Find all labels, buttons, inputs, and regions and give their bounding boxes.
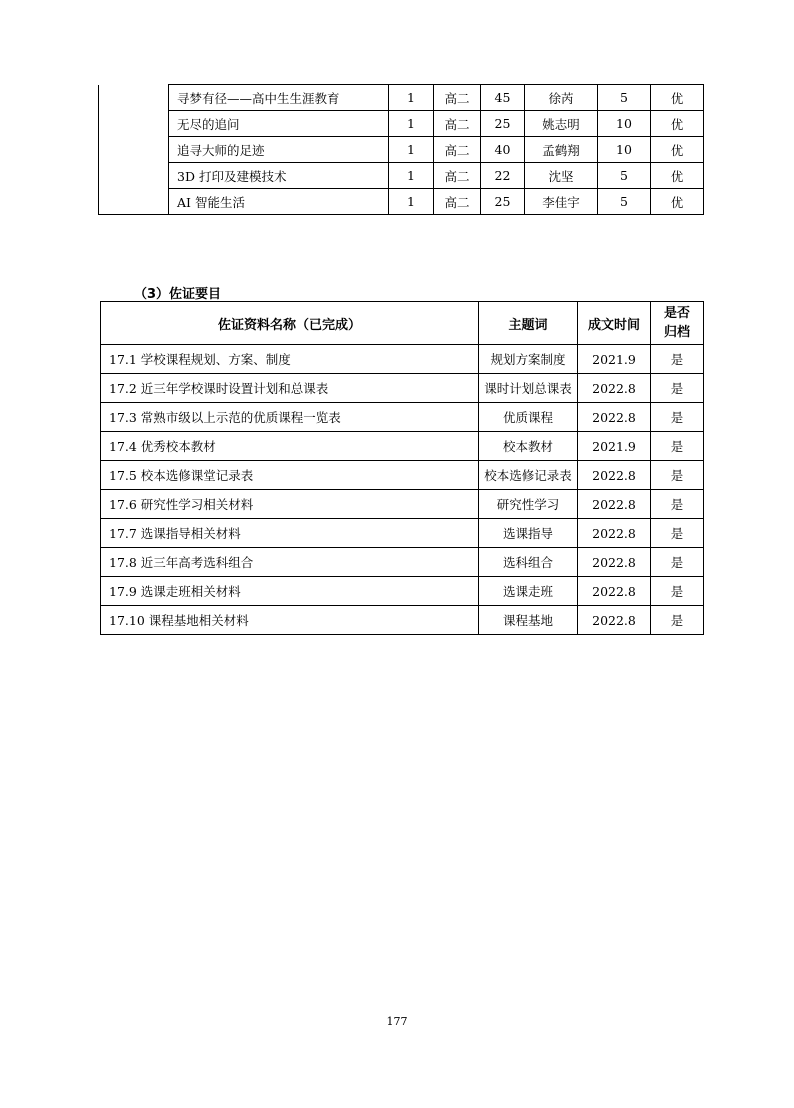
- course-name: 追寻大师的足迹: [169, 137, 389, 163]
- course-rating: 优: [651, 111, 704, 137]
- course-teacher: 孟鹤翔: [525, 137, 598, 163]
- evidence-archived: 是: [651, 374, 704, 403]
- course-students: 25: [481, 111, 525, 137]
- table-row: [101, 577, 704, 606]
- course-teacher: 姚志明: [525, 111, 598, 137]
- evidence-archived: 是: [651, 461, 704, 490]
- course-teacher: 沈坚: [525, 163, 598, 189]
- table-row: [101, 519, 704, 548]
- course-hours: 10: [598, 137, 651, 163]
- page-number: 177: [386, 1015, 408, 1028]
- course-name: AI 智能生活: [169, 189, 389, 215]
- table-row: [101, 432, 704, 461]
- table-row: [101, 490, 704, 519]
- evidence-title: 17.2 近三年学校课时设置计划和总课表: [101, 374, 479, 403]
- section-title: （3）佐证要目: [134, 287, 222, 302]
- evidence-keyword: 优质课程: [479, 403, 578, 432]
- table-row: [101, 374, 704, 403]
- evidence-keyword: 选课指导: [479, 519, 578, 548]
- evidence-archived: 是: [651, 345, 704, 374]
- evidence-keyword: 选课走班: [479, 577, 578, 606]
- course-teacher: 李佳宇: [525, 189, 598, 215]
- evidence-keyword: 研究性学习: [479, 490, 578, 519]
- evidence-keyword: 规划方案制度: [479, 345, 578, 374]
- table-row: [101, 345, 704, 374]
- course-rating: 优: [651, 137, 704, 163]
- header-archived-line1: 是否: [663, 306, 690, 321]
- table-row: [99, 189, 704, 215]
- evidence-title: 17.10 课程基地相关材料: [101, 606, 479, 635]
- evidence-archived: 是: [651, 490, 704, 519]
- evidence-keyword: 选科组合: [479, 548, 578, 577]
- header-keyword: 主题词: [479, 302, 578, 345]
- table-row: [101, 461, 704, 490]
- evidence-date: 2021.9: [578, 432, 651, 461]
- evidence-archived: 是: [651, 606, 704, 635]
- courses-table: [98, 84, 704, 215]
- course-students: 22: [481, 163, 525, 189]
- evidence-title: 17.3 常熟市级以上示范的优质课程一览表: [101, 403, 479, 432]
- evidence-date: 2022.8: [578, 606, 651, 635]
- evidence-date: 2022.8: [578, 490, 651, 519]
- course-teacher: 徐芮: [525, 85, 598, 111]
- course-name: 寻梦有径——高中生生涯教育: [169, 85, 389, 111]
- course-students: 40: [481, 137, 525, 163]
- course-grade: 高二: [434, 137, 481, 163]
- evidence-title: 17.8 近三年高考选科组合: [101, 548, 479, 577]
- evidence-date: 2021.9: [578, 345, 651, 374]
- table-row: [101, 606, 704, 635]
- evidence-archived: 是: [651, 432, 704, 461]
- category-cell: [99, 85, 169, 215]
- evidence-title: 17.7 选课指导相关材料: [101, 519, 479, 548]
- table-header-row: [101, 302, 704, 345]
- table-row: [99, 85, 704, 111]
- table-row: [99, 111, 704, 137]
- evidence-keyword: 课程基地: [479, 606, 578, 635]
- course-sessions: 1: [389, 85, 434, 111]
- course-rating: 优: [651, 189, 704, 215]
- header-title: 佐证资料名称（已完成）: [101, 302, 479, 345]
- header-date: 成文时间: [578, 302, 651, 345]
- course-name: 无尽的追问: [169, 111, 389, 137]
- table-row: [101, 548, 704, 577]
- course-rating: 优: [651, 85, 704, 111]
- course-grade: 高二: [434, 189, 481, 215]
- course-grade: 高二: [434, 163, 481, 189]
- course-sessions: 1: [389, 189, 434, 215]
- evidence-date: 2022.8: [578, 403, 651, 432]
- course-sessions: 1: [389, 111, 434, 137]
- course-students: 25: [481, 189, 525, 215]
- evidence-archived: 是: [651, 548, 704, 577]
- header-archived-line2: 归档: [663, 325, 690, 340]
- course-hours: 10: [598, 111, 651, 137]
- course-sessions: 1: [389, 163, 434, 189]
- course-name: 3D 打印及建模技术: [169, 163, 389, 189]
- evidence-date: 2022.8: [578, 461, 651, 490]
- evidence-table: [100, 301, 704, 635]
- course-sessions: 1: [389, 137, 434, 163]
- evidence-keyword: 课时计划总课表: [479, 374, 578, 403]
- evidence-keyword: 校本教材: [479, 432, 578, 461]
- table-row: [99, 137, 704, 163]
- evidence-title: 17.6 研究性学习相关材料: [101, 490, 479, 519]
- evidence-keyword: 校本选修记录表: [479, 461, 578, 490]
- table-row: [101, 403, 704, 432]
- evidence-title: 17.1 学校课程规划、方案、制度: [101, 345, 479, 374]
- evidence-date: 2022.8: [578, 519, 651, 548]
- table-row: [99, 163, 704, 189]
- evidence-archived: 是: [651, 403, 704, 432]
- course-hours: 5: [598, 189, 651, 215]
- course-hours: 5: [598, 85, 651, 111]
- course-grade: 高二: [434, 85, 481, 111]
- evidence-archived: 是: [651, 577, 704, 606]
- evidence-title: 17.9 选课走班相关材料: [101, 577, 479, 606]
- evidence-date: 2022.8: [578, 374, 651, 403]
- evidence-archived: 是: [651, 519, 704, 548]
- course-students: 45: [481, 85, 525, 111]
- header-archived: [651, 302, 704, 345]
- evidence-title: 17.4 优秀校本教材: [101, 432, 479, 461]
- course-rating: 优: [651, 163, 704, 189]
- evidence-title: 17.5 校本选修课堂记录表: [101, 461, 479, 490]
- evidence-date: 2022.8: [578, 577, 651, 606]
- course-grade: 高二: [434, 111, 481, 137]
- evidence-date: 2022.8: [578, 548, 651, 577]
- course-hours: 5: [598, 163, 651, 189]
